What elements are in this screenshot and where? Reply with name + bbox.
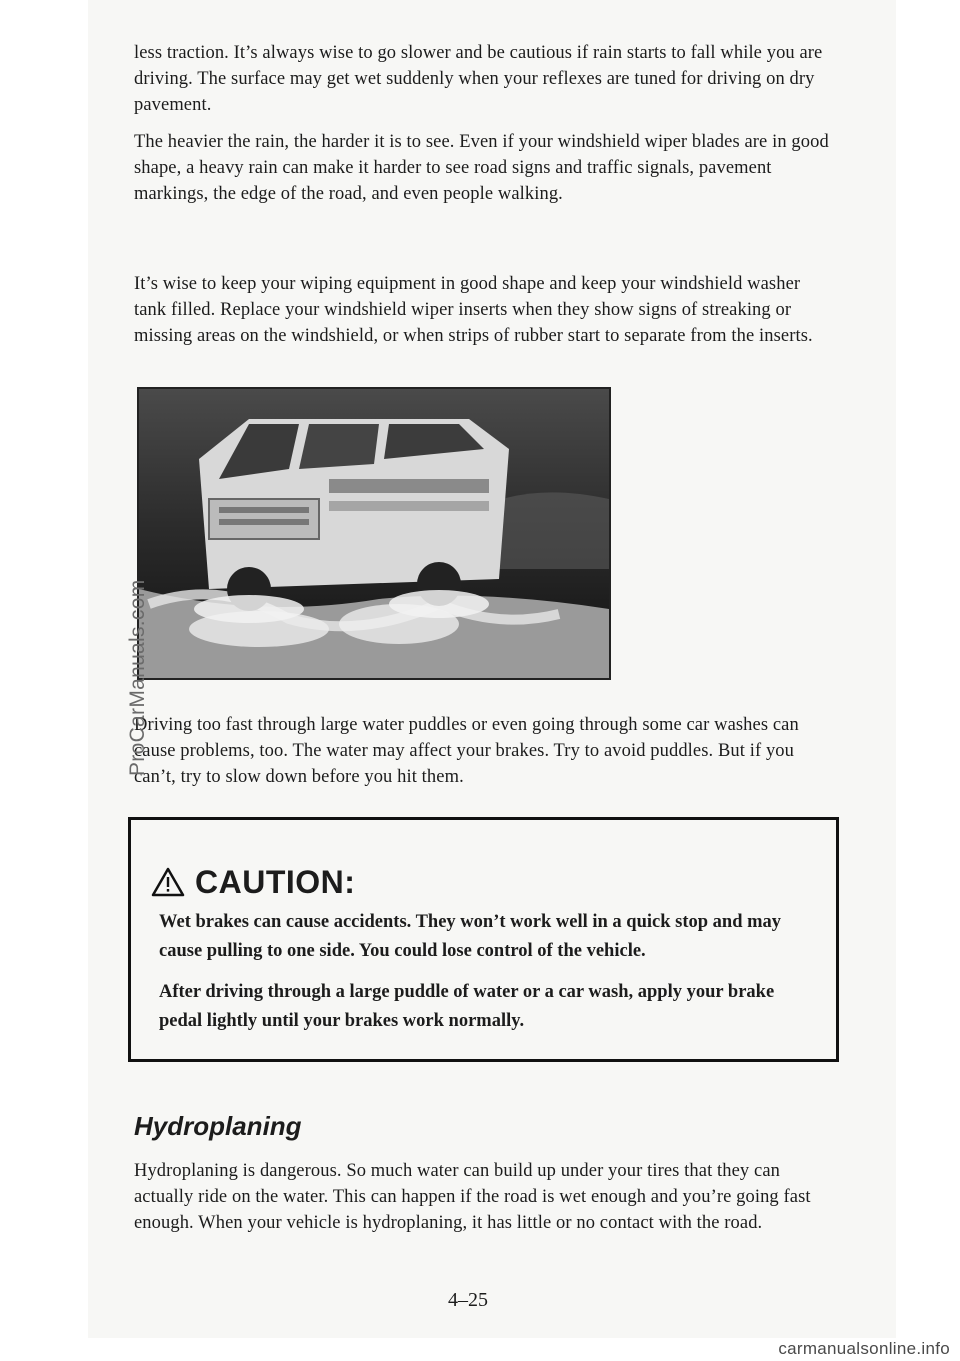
paragraph-text: Hydroplaning is dangerous. So much water can build up under your tires that they can actually ride on the water. This can happen if the road is wet enough and you’re going fast enough. When your vehicle is hydroplaning, it has little or no contact with the road.: [134, 1161, 811, 1233]
caution-text-apply-brake: After driving through a large puddle of water or a car wash, apply your brake pedal lightly until your brakes work normally.: [159, 982, 775, 1031]
paragraph-heavy-rain: [134, 129, 834, 207]
paragraph-text: The heavier the rain, the harder it is to see. Even if your windshield wiper blades are in good shape, a heavy rain can make it harder to see road signs and traffic signals, pavement markings, the edge of the road, and even people walking.: [134, 132, 829, 204]
paragraph-text: It’s wise to keep your wiping equipment in good shape and keep your windshield washer tank filled. Replace your windshield wiper inserts when they show signs of streaking or missing areas on the windshield, or when strips of rubber start to separate from the inserts.: [134, 274, 813, 346]
paragraph-hydroplaning: [134, 1158, 834, 1236]
van-splashing-through-water-photo: [137, 387, 611, 680]
paragraph-text: Driving too fast through large water puddles or even going through some car washes can cause problems, too. The water may affect your brakes. Try to avoid puddles. But if you can’t, try to slow down before you hit them.: [134, 715, 799, 787]
paragraph-water-puddles: [134, 712, 834, 790]
caution-header: [151, 860, 355, 904]
warning-triangle-icon: [151, 867, 185, 897]
paragraph-rain-traction: [134, 40, 834, 118]
watermark-side: ProCarManuals.com: [126, 579, 149, 776]
van-illustration: [139, 389, 609, 678]
paragraph-wiping-equipment: [134, 271, 834, 349]
section-heading-hydroplaning: Hydroplaning: [134, 1111, 302, 1141]
page-number: 4–25: [448, 1289, 488, 1311]
caution-text-wet-brakes: Wet brakes can cause accidents. They won’t work well in a quick stop and may cause pulling to one side. You could lose control of the vehicle.: [159, 912, 782, 961]
caution-box: [128, 817, 839, 1062]
watermark-bottom: carmanualsonline.info: [778, 1339, 950, 1358]
caution-title: CAUTION:: [195, 863, 356, 900]
caution-body: [159, 908, 799, 1048]
paragraph-text: less traction. It’s always wise to go slower and be cautious if rain starts to fall while you are driving. The surface may get wet suddenly when your reflexes are tuned for driving on dry pavement.: [134, 43, 823, 115]
